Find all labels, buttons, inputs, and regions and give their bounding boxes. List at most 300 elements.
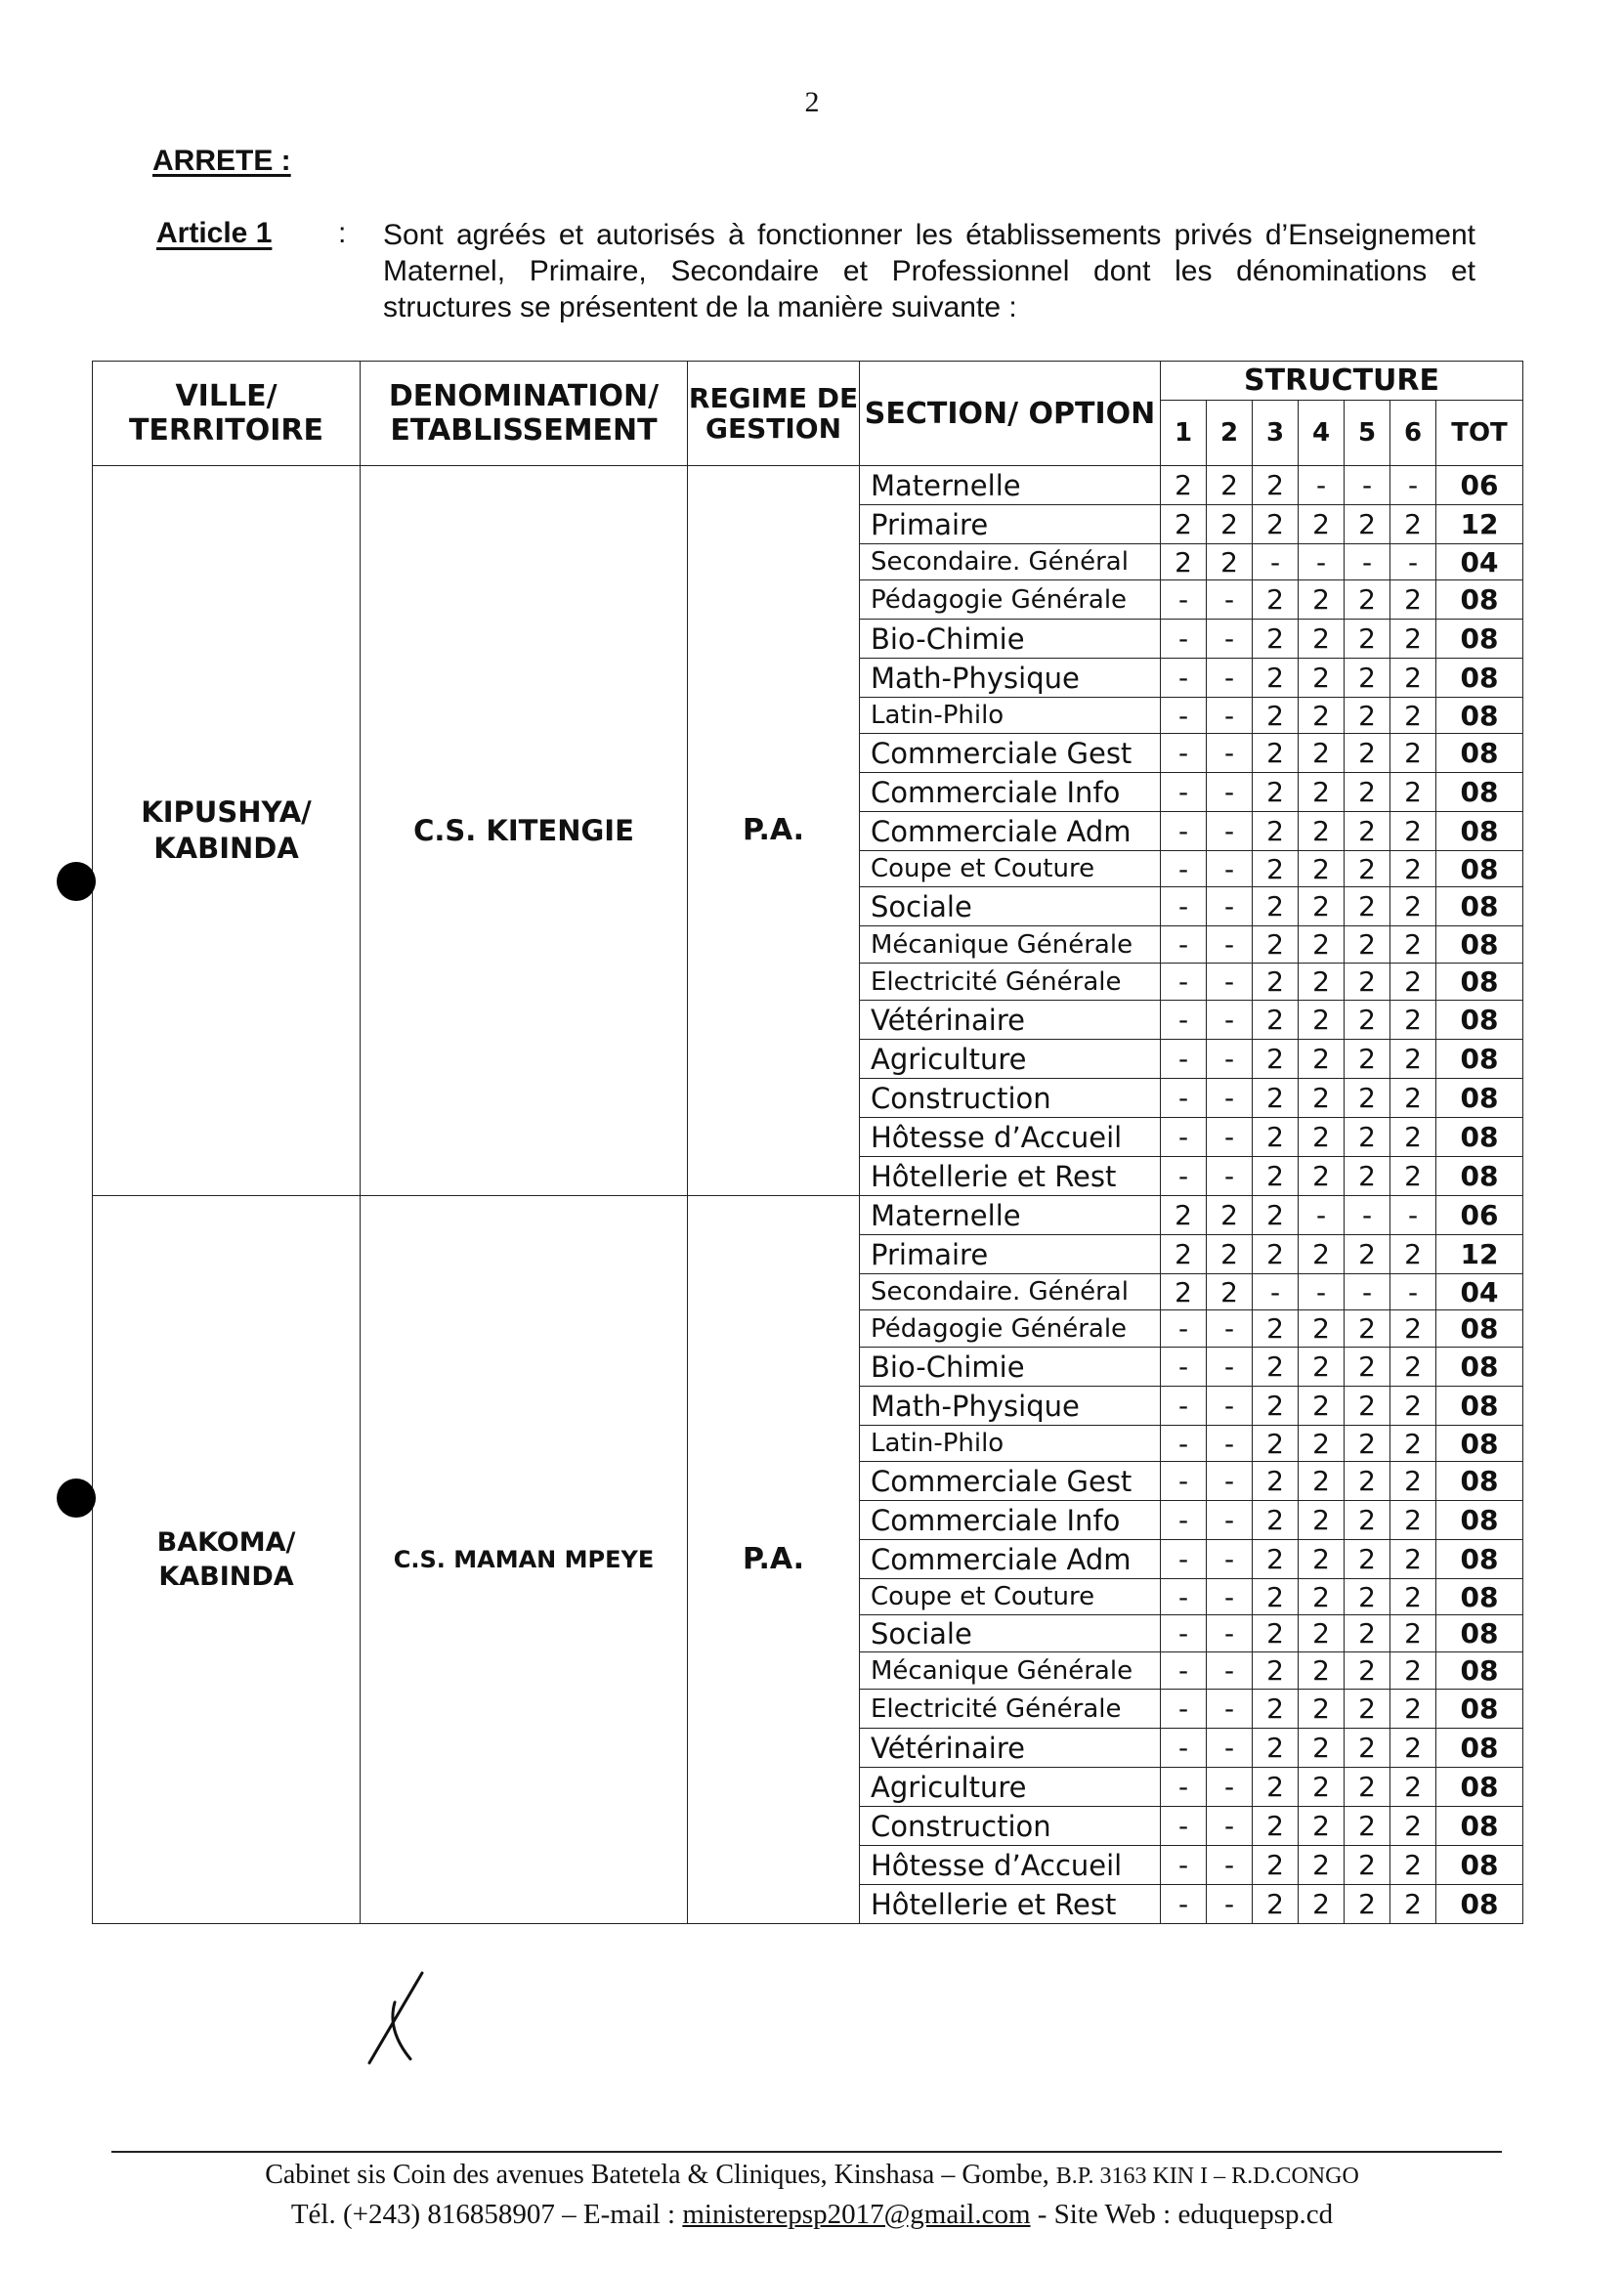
level-3-cell: 2	[1253, 1579, 1299, 1615]
level-1-cell: -	[1161, 1310, 1207, 1348]
level-1-cell: -	[1161, 1040, 1207, 1079]
level-5-cell: 2	[1345, 851, 1390, 887]
level-5-cell: 2	[1345, 1846, 1390, 1885]
option-cell: Commerciale Adm	[860, 1540, 1161, 1579]
total-cell: 08	[1436, 964, 1523, 1001]
level-6-cell: 2	[1390, 1729, 1436, 1768]
level-6-cell: -	[1390, 1274, 1436, 1310]
option-cell: Electricité Générale	[860, 1690, 1161, 1729]
level-3-cell: 2	[1253, 1885, 1299, 1924]
level-1-cell: -	[1161, 851, 1207, 887]
level-3-cell: 2	[1253, 1462, 1299, 1501]
level-4-cell: 2	[1299, 698, 1345, 734]
level-2-cell: -	[1207, 1579, 1253, 1615]
option-cell: Maternelle	[860, 1196, 1161, 1235]
level-1-cell: -	[1161, 734, 1207, 773]
level-4-cell: 2	[1299, 1157, 1345, 1196]
level-1-cell: -	[1161, 1846, 1207, 1885]
level-2-cell: -	[1207, 812, 1253, 851]
level-3-cell: 2	[1253, 1807, 1299, 1846]
level-5-cell: -	[1345, 1196, 1390, 1235]
level-4-cell: 2	[1299, 1807, 1345, 1846]
ville-cell: BAKOMA/ KABINDA	[93, 1196, 361, 1924]
level-6-cell: 2	[1390, 734, 1436, 773]
total-cell: 04	[1436, 544, 1523, 580]
total-cell: 08	[1436, 1615, 1523, 1652]
header-section: SECTION/ OPTION	[860, 362, 1161, 466]
level-6-cell: 2	[1390, 659, 1436, 698]
level-4-cell: 2	[1299, 1310, 1345, 1348]
level-1-cell: -	[1161, 1768, 1207, 1807]
option-cell: Commerciale Adm	[860, 812, 1161, 851]
header-level-5: 5	[1345, 401, 1390, 466]
punch-hole-bottom	[57, 1479, 96, 1518]
level-4-cell: 2	[1299, 620, 1345, 659]
level-1-cell: -	[1161, 1690, 1207, 1729]
level-5-cell: -	[1345, 466, 1390, 505]
level-2-cell: -	[1207, 1540, 1253, 1579]
level-6-cell: 2	[1390, 1462, 1436, 1501]
level-5-cell: -	[1345, 1274, 1390, 1310]
option-cell: Secondaire. Général	[860, 1274, 1161, 1310]
level-3-cell: 2	[1253, 698, 1299, 734]
level-4-cell: 2	[1299, 1079, 1345, 1118]
level-4-cell: 2	[1299, 1615, 1345, 1652]
option-cell: Commerciale Gest	[860, 734, 1161, 773]
level-4-cell: 2	[1299, 1501, 1345, 1540]
level-2-cell: 2	[1207, 544, 1253, 580]
footer-address	[0, 2160, 1624, 2191]
total-cell: 08	[1436, 1540, 1523, 1579]
level-2-cell: -	[1207, 1690, 1253, 1729]
level-2-cell: 2	[1207, 1274, 1253, 1310]
total-cell: 08	[1436, 1501, 1523, 1540]
level-5-cell: 2	[1345, 1768, 1390, 1807]
level-6-cell: 2	[1390, 620, 1436, 659]
level-3-cell: 2	[1253, 620, 1299, 659]
level-2-cell: -	[1207, 1157, 1253, 1196]
header-level-4: 4	[1299, 401, 1345, 466]
level-4-cell: 2	[1299, 812, 1345, 851]
level-2-cell: -	[1207, 887, 1253, 926]
total-cell: 08	[1436, 659, 1523, 698]
level-5-cell: -	[1345, 544, 1390, 580]
level-5-cell: 2	[1345, 734, 1390, 773]
level-3-cell: 2	[1253, 812, 1299, 851]
level-3-cell: 2	[1253, 1310, 1299, 1348]
level-4-cell: 2	[1299, 1885, 1345, 1924]
level-6-cell: 2	[1390, 1540, 1436, 1579]
total-cell: 08	[1436, 1387, 1523, 1426]
level-2-cell: -	[1207, 1885, 1253, 1924]
establishment-cell: C.S. MAMAN MPEYE	[361, 1196, 688, 1924]
total-cell: 12	[1436, 505, 1523, 544]
level-3-cell: 2	[1253, 1118, 1299, 1157]
total-cell: 08	[1436, 1310, 1523, 1348]
level-3-cell: 2	[1253, 505, 1299, 544]
footer-divider	[111, 2151, 1502, 2153]
level-1-cell: -	[1161, 1079, 1207, 1118]
total-cell: 08	[1436, 1846, 1523, 1885]
level-5-cell: 2	[1345, 1387, 1390, 1426]
level-6-cell: 2	[1390, 1652, 1436, 1690]
table-row	[93, 1196, 1523, 1235]
option-cell: Commerciale Gest	[860, 1462, 1161, 1501]
level-5-cell: 2	[1345, 1807, 1390, 1846]
total-cell: 08	[1436, 887, 1523, 926]
total-cell: 08	[1436, 1040, 1523, 1079]
total-cell: 08	[1436, 773, 1523, 812]
level-3-cell: 2	[1253, 1846, 1299, 1885]
option-cell: Construction	[860, 1807, 1161, 1846]
option-cell: Hôtesse d’Accueil	[860, 1118, 1161, 1157]
level-5-cell: 2	[1345, 1729, 1390, 1768]
level-6-cell: 2	[1390, 1690, 1436, 1729]
level-1-cell: -	[1161, 1348, 1207, 1387]
total-cell: 08	[1436, 1426, 1523, 1462]
level-5-cell: 2	[1345, 620, 1390, 659]
total-cell: 08	[1436, 1652, 1523, 1690]
level-2-cell: -	[1207, 1040, 1253, 1079]
option-cell: Vétérinaire	[860, 1729, 1161, 1768]
level-4-cell: 2	[1299, 505, 1345, 544]
level-5-cell: 2	[1345, 1690, 1390, 1729]
option-cell: Latin-Philo	[860, 698, 1161, 734]
level-3-cell: 2	[1253, 1040, 1299, 1079]
footer-phone: Tél. (+243) 816858907 – E-mail :	[290, 2199, 683, 2230]
total-cell: 06	[1436, 466, 1523, 505]
level-6-cell: 2	[1390, 1118, 1436, 1157]
level-5-cell: 2	[1345, 1348, 1390, 1387]
level-2-cell: -	[1207, 1846, 1253, 1885]
level-2-cell: -	[1207, 1310, 1253, 1348]
level-2-cell: -	[1207, 1348, 1253, 1387]
option-cell: Coupe et Couture	[860, 1579, 1161, 1615]
level-6-cell: 2	[1390, 505, 1436, 544]
total-cell: 08	[1436, 1729, 1523, 1768]
total-cell: 04	[1436, 1274, 1523, 1310]
total-cell: 08	[1436, 1462, 1523, 1501]
option-cell: Math-Physique	[860, 1387, 1161, 1426]
total-cell: 08	[1436, 926, 1523, 964]
level-6-cell: 2	[1390, 1426, 1436, 1462]
level-5-cell: 2	[1345, 659, 1390, 698]
level-5-cell: 2	[1345, 1652, 1390, 1690]
level-6-cell: 2	[1390, 1001, 1436, 1040]
total-cell: 08	[1436, 851, 1523, 887]
level-4-cell: 2	[1299, 1729, 1345, 1768]
level-4-cell: -	[1299, 466, 1345, 505]
total-cell: 08	[1436, 1579, 1523, 1615]
level-1-cell: 2	[1161, 1196, 1207, 1235]
level-2-cell: 2	[1207, 1235, 1253, 1274]
total-cell: 08	[1436, 1001, 1523, 1040]
level-1-cell: -	[1161, 1001, 1207, 1040]
header-ville: VILLE/ TERRITOIRE	[93, 362, 361, 466]
level-1-cell: -	[1161, 1387, 1207, 1426]
level-3-cell: 2	[1253, 1652, 1299, 1690]
level-5-cell: 2	[1345, 505, 1390, 544]
level-1-cell: -	[1161, 620, 1207, 659]
level-6-cell: 2	[1390, 1157, 1436, 1196]
level-1-cell: -	[1161, 1118, 1207, 1157]
level-1-cell: 2	[1161, 1274, 1207, 1310]
level-3-cell: 2	[1253, 734, 1299, 773]
option-cell: Agriculture	[860, 1040, 1161, 1079]
level-5-cell: 2	[1345, 1235, 1390, 1274]
level-2-cell: -	[1207, 1426, 1253, 1462]
page-number: 2	[804, 86, 820, 118]
level-2-cell: -	[1207, 734, 1253, 773]
level-1-cell: 2	[1161, 1235, 1207, 1274]
level-6-cell: 2	[1390, 887, 1436, 926]
level-4-cell: 2	[1299, 1348, 1345, 1387]
level-2-cell: -	[1207, 1001, 1253, 1040]
level-5-cell: 2	[1345, 1501, 1390, 1540]
level-2-cell: -	[1207, 1501, 1253, 1540]
level-1-cell: -	[1161, 1885, 1207, 1924]
level-1-cell: 2	[1161, 505, 1207, 544]
level-5-cell: 2	[1345, 1310, 1390, 1348]
level-1-cell: -	[1161, 1615, 1207, 1652]
level-2-cell: -	[1207, 1079, 1253, 1118]
level-3-cell: 2	[1253, 1768, 1299, 1807]
level-4-cell: 2	[1299, 659, 1345, 698]
option-cell: Maternelle	[860, 466, 1161, 505]
level-4-cell: -	[1299, 544, 1345, 580]
level-1-cell: -	[1161, 1501, 1207, 1540]
option-cell: Pédagogie Générale	[860, 580, 1161, 620]
level-2-cell: -	[1207, 1768, 1253, 1807]
level-4-cell: 2	[1299, 1579, 1345, 1615]
level-5-cell: 2	[1345, 1118, 1390, 1157]
total-cell: 08	[1436, 620, 1523, 659]
level-4-cell: 2	[1299, 1118, 1345, 1157]
level-2-cell: 2	[1207, 466, 1253, 505]
level-1-cell: -	[1161, 698, 1207, 734]
footer-email-link[interactable]: ministerepsp2017@gmail.com	[682, 2199, 1031, 2230]
level-2-cell: 2	[1207, 505, 1253, 544]
option-cell: Bio-Chimie	[860, 1348, 1161, 1387]
level-3-cell: 2	[1253, 851, 1299, 887]
option-cell: Electricité Générale	[860, 964, 1161, 1001]
option-cell: Primaire	[860, 505, 1161, 544]
level-3-cell: 2	[1253, 466, 1299, 505]
level-4-cell: 2	[1299, 1768, 1345, 1807]
level-6-cell: 2	[1390, 580, 1436, 620]
level-5-cell: 2	[1345, 887, 1390, 926]
total-cell: 08	[1436, 1768, 1523, 1807]
total-cell: 08	[1436, 1079, 1523, 1118]
level-6-cell: 2	[1390, 1348, 1436, 1387]
total-cell: 08	[1436, 1807, 1523, 1846]
level-2-cell: -	[1207, 773, 1253, 812]
level-2-cell: 2	[1207, 1196, 1253, 1235]
regime-cell: P.A.	[688, 466, 860, 1196]
level-6-cell: 2	[1390, 1846, 1436, 1885]
level-5-cell: 2	[1345, 698, 1390, 734]
level-5-cell: 2	[1345, 1885, 1390, 1924]
level-6-cell: 2	[1390, 851, 1436, 887]
level-3-cell: 2	[1253, 1001, 1299, 1040]
level-6-cell: 2	[1390, 1387, 1436, 1426]
level-6-cell: 2	[1390, 1040, 1436, 1079]
option-cell: Bio-Chimie	[860, 620, 1161, 659]
option-cell: Commerciale Info	[860, 773, 1161, 812]
level-2-cell: -	[1207, 964, 1253, 1001]
punch-hole-top	[57, 862, 96, 901]
footer-contact	[0, 2199, 1624, 2231]
article-label: Article 1	[156, 217, 273, 249]
level-6-cell: 2	[1390, 926, 1436, 964]
signature-initial	[362, 1969, 440, 2067]
level-5-cell: 2	[1345, 1157, 1390, 1196]
option-cell: Sociale	[860, 887, 1161, 926]
option-cell: Vétérinaire	[860, 1001, 1161, 1040]
option-cell: Hôtesse d’Accueil	[860, 1846, 1161, 1885]
regime-cell: P.A.	[688, 1196, 860, 1924]
level-5-cell: 2	[1345, 926, 1390, 964]
option-cell: Hôtellerie et Rest	[860, 1885, 1161, 1924]
level-2-cell: -	[1207, 851, 1253, 887]
level-5-cell: 2	[1345, 1079, 1390, 1118]
level-3-cell: 2	[1253, 1196, 1299, 1235]
level-3-cell: 2	[1253, 887, 1299, 926]
level-1-cell: -	[1161, 1426, 1207, 1462]
level-3-cell: 2	[1253, 1690, 1299, 1729]
level-3-cell: 2	[1253, 580, 1299, 620]
level-4-cell: 2	[1299, 926, 1345, 964]
header-level-2: 2	[1207, 401, 1253, 466]
level-1-cell: -	[1161, 1652, 1207, 1690]
level-4-cell: 2	[1299, 1652, 1345, 1690]
total-cell: 08	[1436, 1348, 1523, 1387]
total-cell: 08	[1436, 734, 1523, 773]
header-regime: REGIME DE GESTION	[688, 362, 860, 466]
level-4-cell: 2	[1299, 964, 1345, 1001]
level-4-cell: 2	[1299, 1462, 1345, 1501]
level-6-cell: 2	[1390, 1885, 1436, 1924]
total-cell: 08	[1436, 1157, 1523, 1196]
level-3-cell: -	[1253, 544, 1299, 580]
level-4-cell: 2	[1299, 1040, 1345, 1079]
option-cell: Hôtellerie et Rest	[860, 1157, 1161, 1196]
option-cell: Commerciale Info	[860, 1501, 1161, 1540]
level-3-cell: 2	[1253, 1729, 1299, 1768]
level-2-cell: -	[1207, 1615, 1253, 1652]
total-cell: 08	[1436, 1885, 1523, 1924]
total-cell: 08	[1436, 1690, 1523, 1729]
level-2-cell: -	[1207, 659, 1253, 698]
level-4-cell: 2	[1299, 851, 1345, 887]
footer-website: - Site Web : eduquepsp.cd	[1030, 2199, 1334, 2230]
option-cell: Pédagogie Générale	[860, 1310, 1161, 1348]
level-3-cell: 2	[1253, 1348, 1299, 1387]
option-cell: Coupe et Couture	[860, 851, 1161, 887]
level-1-cell: -	[1161, 1579, 1207, 1615]
level-4-cell: 2	[1299, 1540, 1345, 1579]
total-cell: 08	[1436, 698, 1523, 734]
level-2-cell: -	[1207, 698, 1253, 734]
level-1-cell: 2	[1161, 544, 1207, 580]
option-cell: Agriculture	[860, 1768, 1161, 1807]
level-6-cell: 2	[1390, 1079, 1436, 1118]
total-cell: 12	[1436, 1235, 1523, 1274]
level-5-cell: 2	[1345, 1001, 1390, 1040]
level-2-cell: -	[1207, 1652, 1253, 1690]
level-2-cell: -	[1207, 926, 1253, 964]
level-3-cell: 2	[1253, 1426, 1299, 1462]
level-1-cell: -	[1161, 1157, 1207, 1196]
level-3-cell: 2	[1253, 659, 1299, 698]
footer-address-main: Cabinet sis Coin des avenues Batetela & Cliniques, Kinshasa – Gombe,	[265, 2160, 1056, 2190]
level-5-cell: 2	[1345, 1462, 1390, 1501]
level-3-cell: 2	[1253, 1157, 1299, 1196]
level-5-cell: 2	[1345, 580, 1390, 620]
level-4-cell: -	[1299, 1274, 1345, 1310]
level-2-cell: -	[1207, 1462, 1253, 1501]
article-text: Sont agréés et autorisés à fonctionner les établissements privés d’Enseignement Maternel, Primaire, Secondaire et Professionnel dont les dénominations et structures se présentent de la manière suivante :	[383, 219, 1475, 323]
level-6-cell: 2	[1390, 1768, 1436, 1807]
option-cell: Construction	[860, 1079, 1161, 1118]
table-row	[93, 466, 1523, 505]
header-denomination: DENOMINATION/ ETABLISSEMENT	[361, 362, 688, 466]
level-2-cell: -	[1207, 580, 1253, 620]
level-6-cell: 2	[1390, 1579, 1436, 1615]
level-3-cell: -	[1253, 1274, 1299, 1310]
level-3-cell: 2	[1253, 1501, 1299, 1540]
level-4-cell: 2	[1299, 1001, 1345, 1040]
header-structure: STRUCTURE	[1161, 362, 1523, 401]
level-6-cell: 2	[1390, 698, 1436, 734]
level-6-cell: 2	[1390, 773, 1436, 812]
level-2-cell: -	[1207, 1118, 1253, 1157]
level-5-cell: 2	[1345, 1540, 1390, 1579]
level-4-cell: 2	[1299, 1846, 1345, 1885]
total-cell: 06	[1436, 1196, 1523, 1235]
level-6-cell: 2	[1390, 812, 1436, 851]
level-6-cell: 2	[1390, 1235, 1436, 1274]
level-4-cell: 2	[1299, 773, 1345, 812]
level-6-cell: 2	[1390, 1807, 1436, 1846]
level-3-cell: 2	[1253, 1615, 1299, 1652]
level-4-cell: 2	[1299, 580, 1345, 620]
level-2-cell: -	[1207, 1807, 1253, 1846]
level-1-cell: -	[1161, 1462, 1207, 1501]
level-5-cell: 2	[1345, 773, 1390, 812]
level-5-cell: 2	[1345, 812, 1390, 851]
level-6-cell: 2	[1390, 1310, 1436, 1348]
level-4-cell: 2	[1299, 1426, 1345, 1462]
level-3-cell: 2	[1253, 773, 1299, 812]
level-2-cell: -	[1207, 1729, 1253, 1768]
header-level-6: 6	[1390, 401, 1436, 466]
level-1-cell: -	[1161, 812, 1207, 851]
level-3-cell: 2	[1253, 1079, 1299, 1118]
option-cell: Secondaire. Général	[860, 544, 1161, 580]
level-6-cell: 2	[1390, 1615, 1436, 1652]
level-3-cell: 2	[1253, 1540, 1299, 1579]
decree-heading: ARRETE :	[152, 145, 291, 177]
level-1-cell: -	[1161, 659, 1207, 698]
schools-structure-table	[92, 361, 1523, 1924]
level-6-cell: 2	[1390, 1501, 1436, 1540]
level-1-cell: 2	[1161, 466, 1207, 505]
level-1-cell: -	[1161, 580, 1207, 620]
option-cell: Sociale	[860, 1615, 1161, 1652]
option-cell: Mécanique Générale	[860, 926, 1161, 964]
level-1-cell: -	[1161, 1807, 1207, 1846]
